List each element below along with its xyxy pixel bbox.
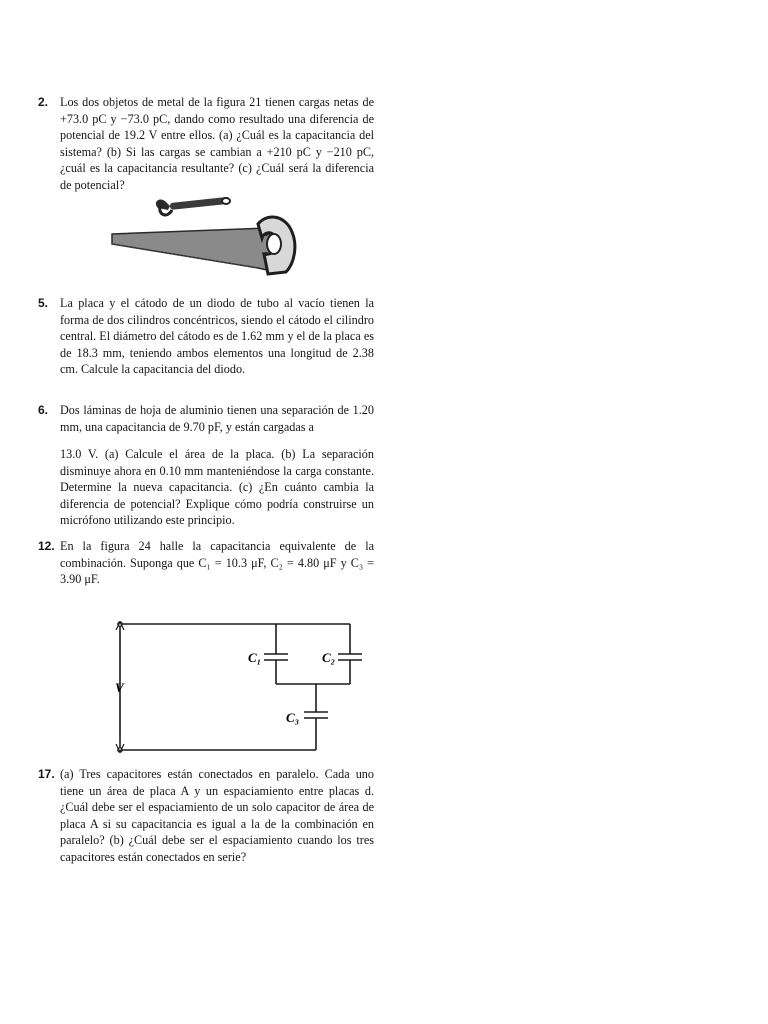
problem-text: (a) Tres capacitores están conectados en paralelo. Cada uno tiene un área de placa A y un espaciamiento entre placas d. ¿Cuál debe ser el espaciamiento de un solo capacitor de área de placa A si su capacitancia es igual a la de la combinación en paralelo? (b) ¿Cuál debe ser el espaciamiento cuando los tres capacitores están conectados en serie? xyxy=(60,767,374,864)
problem-2 xyxy=(38,94,374,194)
problem-text: La placa y el cátodo de un diodo de tubo al vacío tienen la forma de dos cilindros concéntricos, siendo el cátodo el cilindro central. El diámetro del cátodo es de 1.62 mm y el de la placa es de 18.3 mm, teniendo ambos elementos una longitud de 2.38 cm. Calcule la capacitancia del diodo. xyxy=(60,296,374,377)
saw-icon xyxy=(112,217,295,274)
figure-wrench-saw xyxy=(108,194,304,278)
problem-number: 2. xyxy=(38,95,49,109)
c3-label: C₃ xyxy=(286,710,300,725)
c1-label: C₁ xyxy=(248,650,262,665)
problem-text: En la figura 24 halle la capacitancia equivalente de la combinación. Suponga que C₁ = 10.3 μF, C₂ = 4.80 μF y C₃ = 3.90 μF. xyxy=(60,539,374,587)
problem-text: Dos láminas de hoja de aluminio tienen una separación de 1.20 mm, una capacitancia de 9.70 pF, y están cargadas a xyxy=(60,403,374,434)
problem-6 xyxy=(38,402,374,435)
wrench-icon xyxy=(156,197,230,215)
problem-12 xyxy=(38,538,374,588)
c2-label: C₂ xyxy=(322,650,336,665)
circuit-diagram xyxy=(110,608,366,758)
problem-text: Los dos objetos de metal de la figura 21 tienen cargas netas de +73.0 pC y −73.0 pC, dando como resultado una diferencia de potencial de 19.2 V entre ellos. (a) ¿Cuál es la capacitancia del sistema? (b) Si las cargas se cambian a +210 pC y −210 pC, ¿cuál es la capacitancia resultante? (c) ¿Cuál será la diferencia de potencial? xyxy=(60,95,374,192)
problem-number: 5. xyxy=(38,296,49,310)
problem-17 xyxy=(38,766,374,866)
problem-number: 12. xyxy=(38,539,55,553)
problem-6-continuation: 13.0 V. (a) Calcule el área de la placa. (b) La separación disminuye ahora en 0.10 mm manteniéndose la carga constante. Determine la nueva capacitancia. (c) ¿En cuánto cambia la diferencia de potencial? Explique cómo podría construirse un micrófono utilizando este principio. xyxy=(60,447,374,528)
problem-5 xyxy=(38,295,374,378)
problem-number: 17. xyxy=(38,767,55,781)
voltage-label: V xyxy=(115,680,124,695)
problem-number: 6. xyxy=(38,403,49,417)
